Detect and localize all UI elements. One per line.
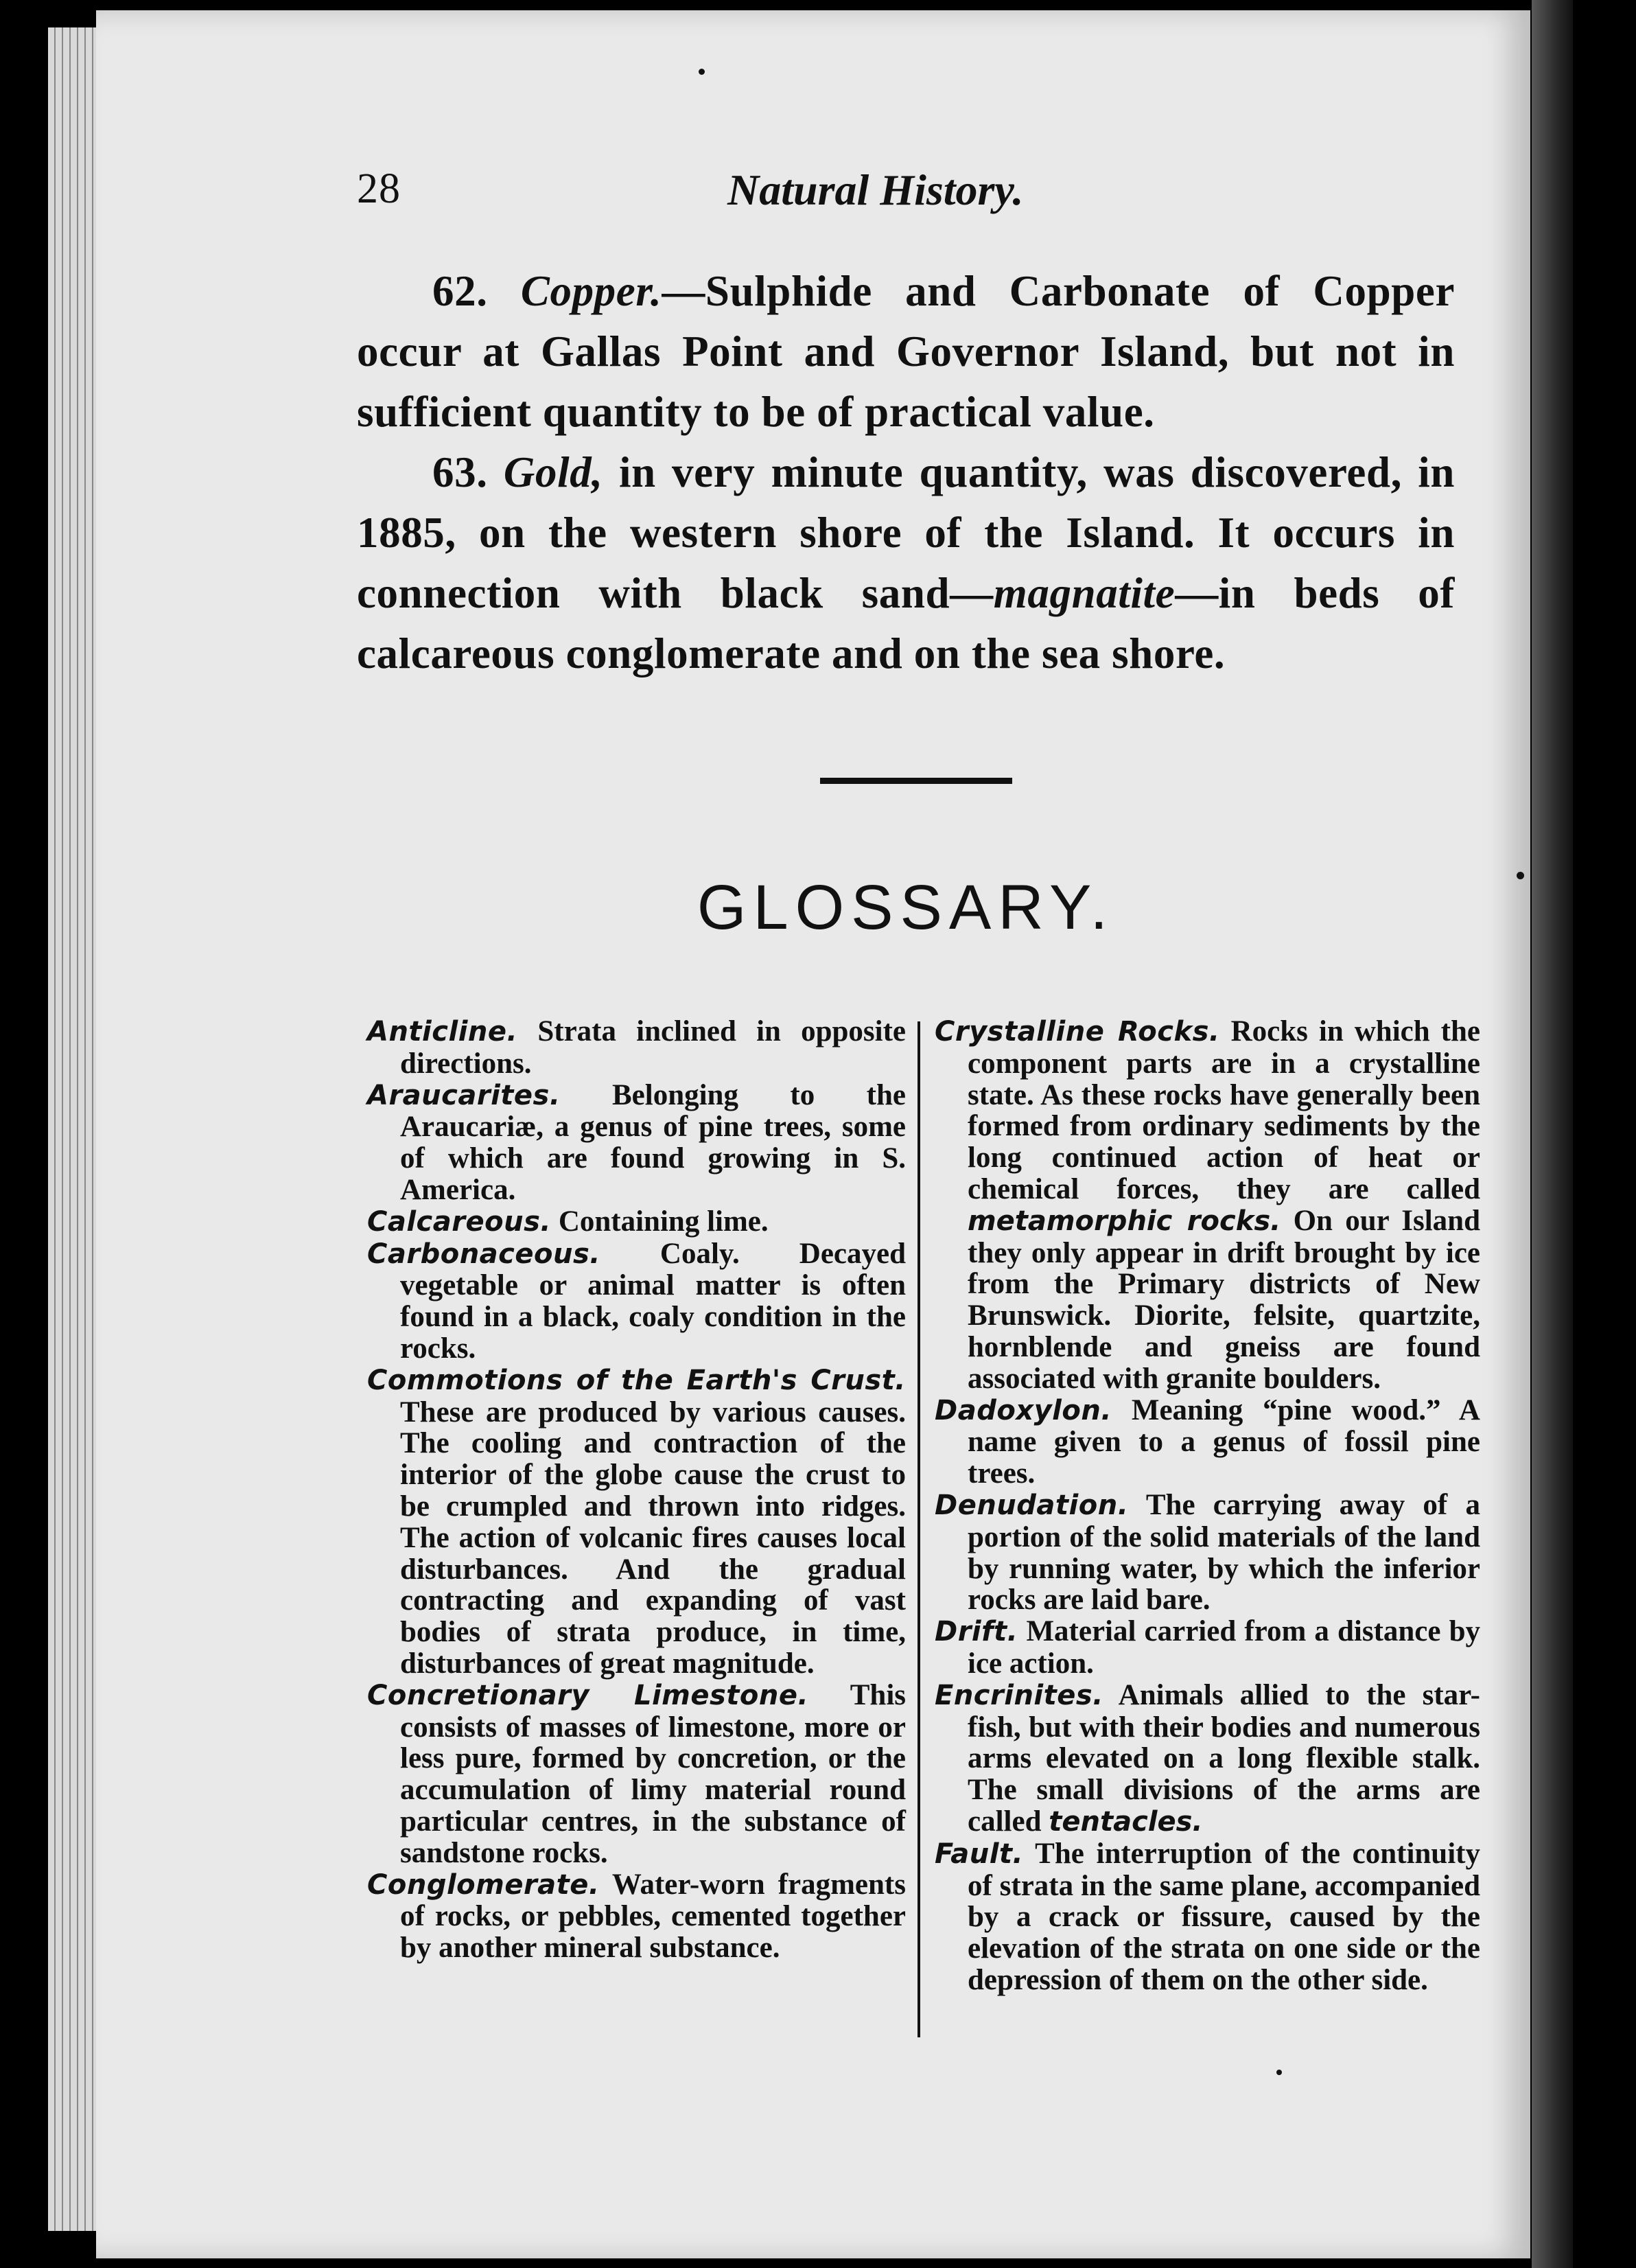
paragraph-term: Copper. [520, 267, 662, 315]
speck [1517, 872, 1524, 879]
glossary-definition: This consists of masses of limestone, more or less pure, formed by concretion, or the accumulation of limy material round particular centres, in the substance of sandstone rocks. [400, 1678, 907, 1869]
glossary-definition [968, 1015, 1480, 1395]
speck [699, 69, 705, 75]
scan-border [1573, 0, 1636, 2268]
glossary-term: Fault. [935, 1838, 1024, 1870]
glossary-term: Carbonaceous. [367, 1238, 600, 1270]
definition-emphasis: tentacles. [1049, 1805, 1203, 1838]
glossary-definition: Containing lime. [551, 1205, 769, 1238]
glossary-entry [367, 1080, 906, 1206]
paragraph-62 [357, 261, 1455, 442]
glossary-definition: The interruption of the continuity of strata in the same plane, accompanied by a crack or fissure, caused by the elevation of the strata on one side or the depression of them on the other side. [968, 1837, 1480, 1996]
glossary-definition: Meaning “pine wood.” A name given to a genus of fossil pine trees. [968, 1393, 1480, 1490]
glossary-definition: Strata inclined in opposite directions. [400, 1015, 906, 1080]
glossary-entry [367, 1365, 906, 1680]
book-page-edges [48, 27, 103, 2231]
glossary-entry [935, 1616, 1480, 1680]
glossary-term: Dadoxylon. [935, 1394, 1112, 1426]
definition-text: Rocks in which the component parts are in a crystalline state. As these rocks have generally been formed from ordinary sediments by the long continued action of heat or chemical forces, they are called [968, 1015, 1480, 1205]
paragraph-number: 62. [432, 267, 488, 315]
page-title: Natural History. [727, 165, 1024, 214]
paragraph-text: —Sulphide and Carbonate of Copper occur at Gallas Point and Governor Island, but not in sufficient quantity to be of practical value. [357, 267, 1455, 436]
glossary-left-column [367, 1016, 906, 1964]
glossary-title: GLOSSARY. [697, 872, 1115, 942]
glossary-entry [935, 1490, 1480, 1616]
page-number: 28 [357, 165, 401, 212]
glossary-definition: Water-worn fragments of rocks, or pebbles, cemented together by another mineral substance. [400, 1868, 906, 1965]
glossary-entry [935, 1680, 1480, 1838]
definition-text: Animals allied to the star-fish, but with their bodies and numerous arms elevated on a long flexible stalk. The small divisions of the arms are called [968, 1678, 1480, 1838]
glossary-definition: Belonging to the Araucariæ, a genus of pine trees, some of which are found growing in S. America. [400, 1078, 906, 1206]
glossary-term: Conglomerate. [367, 1868, 600, 1901]
glossary-entry [935, 1016, 1480, 1395]
paragraph-term: Gold, [503, 448, 603, 496]
glossary-definition: Coaly. Decayed vegetable or animal matter is often found in a black, coaly condition in the rocks. [400, 1237, 906, 1365]
glossary-term: Encrinites. [935, 1679, 1103, 1711]
paragraph-number: 63. [432, 448, 488, 496]
book-spine [1532, 0, 1573, 2268]
column-divider [918, 1021, 920, 2037]
glossary-entry [367, 1238, 906, 1365]
glossary-term: Crystalline Rocks. [935, 1016, 1220, 1048]
glossary-term: Calcareous. [367, 1205, 552, 1238]
glossary-entry [367, 1869, 906, 1964]
glossary-right-column [935, 1016, 1480, 1996]
paragraph-emphasis: magnatite [993, 569, 1176, 617]
glossary-entry [935, 1838, 1480, 1996]
definition-text: On our Island they only appear in drift brought by ice from the Primary districts of New Brunswick. Diorite, felsite, quartzite, hornblende and gneiss are found associated with granite boulders. [968, 1204, 1480, 1395]
glossary-term: Araucarites. [367, 1079, 561, 1111]
glossary-term: Anticline. [367, 1016, 518, 1048]
glossary-entry [367, 1016, 906, 1080]
body-text [357, 261, 1455, 684]
running-head [357, 165, 1455, 227]
paragraph-text: —in beds of calcareous conglomerate and on the sea shore. [357, 569, 1455, 678]
definition-emphasis: metamorphic rocks. [968, 1205, 1281, 1237]
glossary-term: Drift. [935, 1616, 1018, 1648]
glossary-definition: These are produced by various causes. The cooling and contraction of the interior of the globe cause the crust to be crumpled and thrown into ridges. The action of volcanic fires causes local disturbances. And the gradual contracting and expanding of vast bodies of strata produce, in time, disturbances of great magnitude. [400, 1396, 906, 1680]
glossary-definition: The carrying away of a portion of the solid materials of the land by running water, by which the inferior rocks are laid bare. [968, 1488, 1480, 1617]
glossary-entry [935, 1395, 1480, 1490]
paragraph-63 [357, 442, 1455, 684]
glossary-term: Denudation. [935, 1489, 1129, 1521]
glossary-definition: Material carried from a distance by ice action. [968, 1615, 1480, 1680]
speck [1276, 2070, 1282, 2075]
paragraph-text: in very minute quantity, was discovered, in 1885, on the western shore of the Island. It occurs in connection with black sand— [357, 448, 1455, 617]
glossary-term: Concretionary Limestone. [367, 1679, 809, 1711]
glossary-entry [367, 1206, 906, 1238]
glossary-term: Commotions of the Earth's Crust. [367, 1364, 906, 1396]
section-divider [820, 778, 1012, 784]
glossary-entry [367, 1680, 906, 1869]
